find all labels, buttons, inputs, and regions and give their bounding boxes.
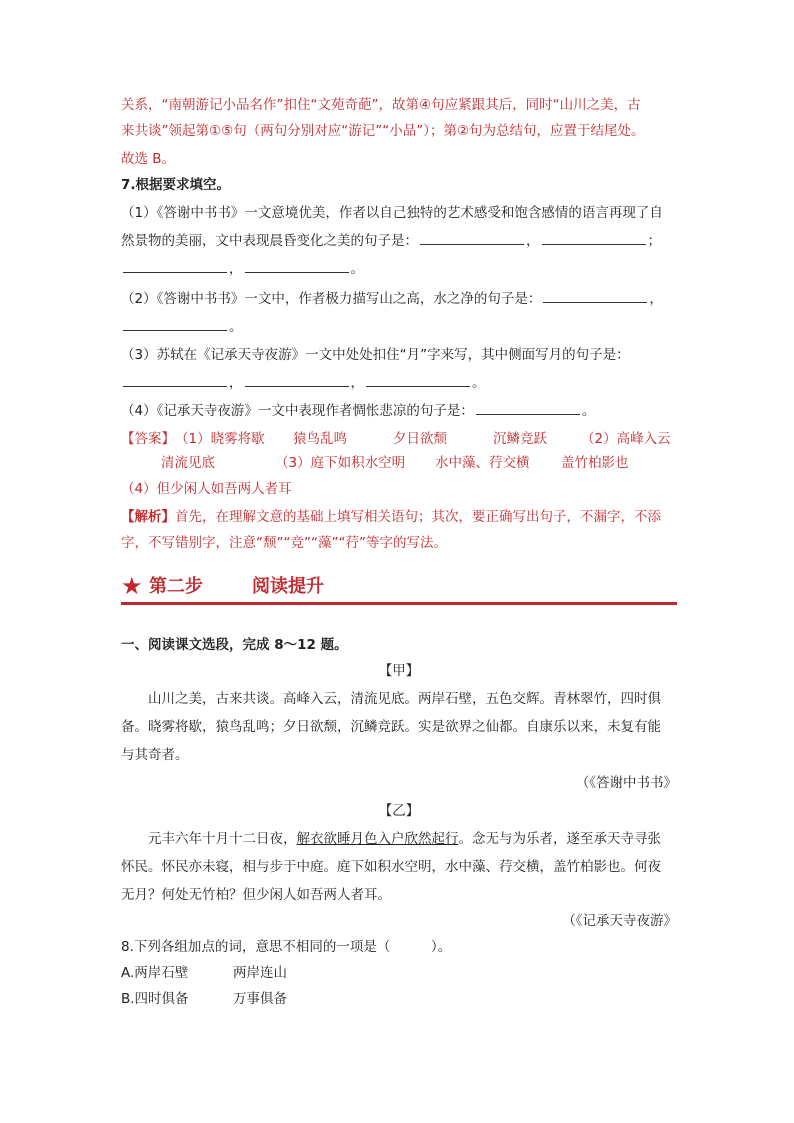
text: ，: [229, 261, 243, 277]
passage-yi-line3: 无月？何处无竹柏？但少闲人如吾两人者耳。: [121, 887, 391, 903]
answer-blank[interactable]: [542, 230, 646, 245]
text: “南朝游记小品名作”: [161, 97, 284, 113]
answer-blank[interactable]: [420, 230, 524, 245]
star-icon: ★: [121, 572, 143, 600]
answer-item: 水中藻、荇交横: [435, 455, 530, 471]
prev-explanation-line-2: [121, 120, 677, 142]
text: （4）《记承天寺夜游》一文中表现作者惆怅悲凉的句子是：: [121, 403, 474, 419]
passage-jia-label: 【甲】: [378, 663, 420, 679]
answer-blank[interactable]: [543, 288, 647, 303]
answer-label: 【答案】: [121, 431, 175, 447]
passage-yi-source: （《记承天寺夜游》: [562, 913, 677, 929]
answer-blank[interactable]: [476, 400, 580, 415]
prev-explanation-line-3: 故选 B。: [121, 151, 176, 167]
option-pair: 两岸连山: [233, 965, 287, 981]
passage-jia-line1: 山川之美，古来共谈。高峰入云，清流见底。两岸石壁，五色交辉。青林翠竹，四时俱: [148, 691, 661, 707]
text: ，: [649, 291, 663, 307]
analysis-label: 【解析】: [121, 509, 175, 525]
passage-jia-line2: 备。晓雾将歇，猿鸟乱鸣；夕日欲颓，沉鳞竞跃。实是欲界之仙都。自康乐以来，未复有能: [121, 719, 661, 735]
answer-blank[interactable]: [123, 372, 227, 387]
q7-title: 7.根据要求填空。: [121, 177, 231, 193]
text: 。: [472, 375, 486, 391]
q8-stem: 8.下列各组加点的词，意思不相同的一项是（ ）。: [121, 939, 452, 955]
answer-item: （3）庭下如积水空明: [275, 455, 406, 471]
q7-part3-line2: [121, 372, 677, 394]
option-label: A.两岸石壁: [121, 965, 189, 981]
q7-part1-line1: （1）《答谢中书书》一文意境优美，作者以自己独特的艺术感受和饱含感情的语言再现了自: [121, 205, 663, 221]
text: 元丰六年十月十二日夜，: [148, 831, 297, 847]
text: 扣住: [283, 97, 311, 113]
answer-item: （2）高峰入云: [581, 431, 671, 447]
text: ，: [229, 375, 243, 391]
answer-blank[interactable]: [245, 372, 349, 387]
answer-blank[interactable]: [123, 316, 227, 331]
answer-item: 猿鸟乱鸣: [293, 431, 347, 447]
passage-yi-label: 【乙】: [378, 803, 420, 819]
text: “游记”“小品”: [341, 123, 424, 139]
text: ）；第②句为总结句，应置于结尾处。: [423, 123, 645, 139]
text: 关系，: [121, 97, 162, 113]
text: “文苑奇葩”: [310, 97, 379, 113]
answer-item: 夕日欲颓: [393, 431, 447, 447]
section-title: 阅读提升: [252, 576, 324, 597]
text: ；: [647, 233, 661, 249]
text: ，: [350, 375, 364, 391]
answer-item: 清流见底: [161, 455, 215, 471]
reading-intro: 一、阅读课文选段，完成 8～12 题。: [121, 637, 348, 653]
text: 来共谈”: [121, 123, 169, 139]
section-heading-step2: [121, 572, 677, 604]
text: 首先，在理解文意的基础上填写相关语句；其次，要正确写出句子，不漏字，不添: [175, 509, 661, 525]
text: 领起第①⑤句（两句分别对应: [168, 123, 342, 139]
answer-blank[interactable]: [245, 258, 349, 273]
q8-option-a[interactable]: [121, 962, 677, 984]
text: “山川之美，古: [552, 97, 641, 113]
step-label: 第二步: [149, 576, 203, 597]
answer-blank[interactable]: [366, 372, 470, 387]
q7-part2-line2: [121, 316, 677, 338]
q7-part4-line1: [121, 400, 677, 422]
text: ，故第④句应紧跟其后，同时: [378, 97, 553, 113]
text: 。念无与为乐者，遂至承天寺寻张: [458, 831, 661, 847]
q7-analysis-line2: 字，不写错别字，注意“颓”“竞”“藻”“荇”等字的写法。: [121, 535, 447, 551]
passage-yi-line2: 怀民。怀民亦未寝，相与步于中庭。庭下如积水空明，水中藻、荇交横，盖竹柏影也。何夜: [121, 859, 661, 875]
q7-part1-line3: [121, 258, 677, 280]
text: ，: [526, 233, 540, 249]
text: 。: [581, 403, 596, 419]
answer-item: 盖竹柏影也: [561, 455, 629, 471]
q8-option-b[interactable]: [121, 988, 677, 1010]
option-pair: 万事俱备: [233, 991, 287, 1007]
option-label: B.四时俱备: [121, 991, 189, 1007]
q7-answer-line2: [121, 452, 677, 474]
answer-blank[interactable]: [123, 258, 227, 273]
q7-answer-line1: [121, 428, 677, 450]
passage-jia-source: （《答谢中书书》: [575, 775, 677, 791]
text: （2）《答谢中书书》一文中，作者极力描写山之高，水之净的句子是：: [121, 291, 542, 307]
answer-item: （1）晓雾将歇: [175, 431, 265, 447]
prev-explanation-line-1: [121, 94, 677, 116]
passage-yi-line1: [121, 828, 677, 850]
q7-part1-line2: [121, 230, 677, 252]
q7-analysis-line1: [121, 506, 677, 528]
q7-part3-line1: （3）苏轼在《记承天寺夜游》一文中处处扣住“月”字来写，其中侧面写月的句子是：: [121, 347, 630, 363]
q7-part2-line1: [121, 288, 677, 310]
passage-jia-line3: 与其奇者。: [121, 747, 189, 763]
answer-item: 沉鳞竞跃: [493, 431, 547, 447]
divider: [121, 602, 677, 605]
q7-answer-line3: （4）但少闲人如吾两人者耳: [121, 481, 292, 497]
text: 。: [350, 261, 364, 277]
text: 。: [229, 319, 243, 335]
underlined-text: 解衣欲睡月色入户欣然起行: [296, 831, 459, 847]
text: 然景物的美丽，文中表现晨昏变化之美的句子是：: [121, 233, 418, 249]
